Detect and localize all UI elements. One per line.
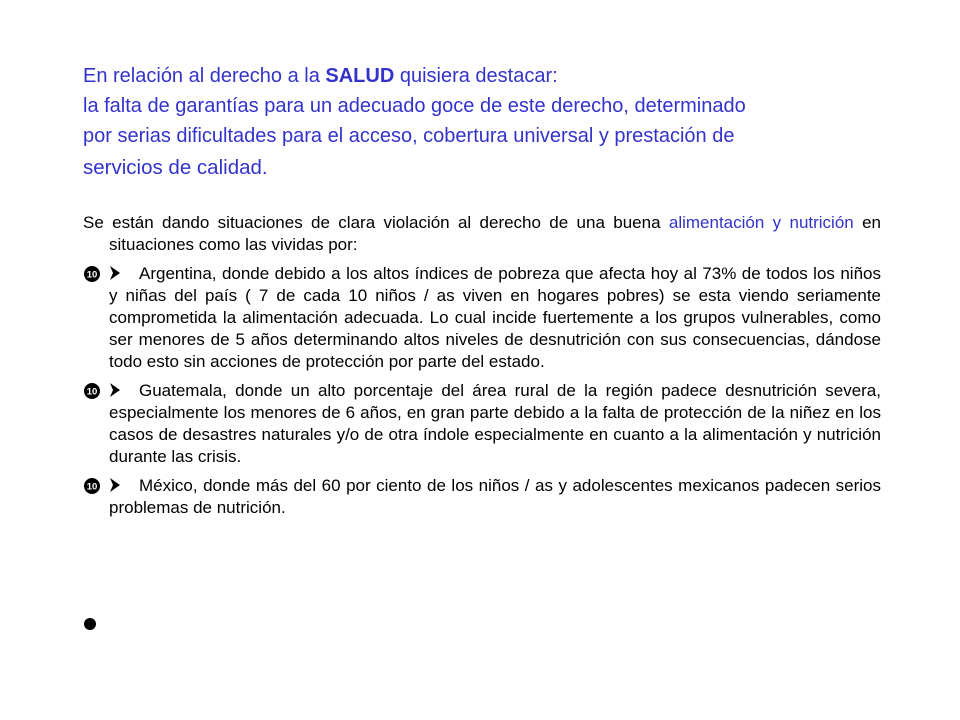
intro-post: en situaciones como las vividas por: xyxy=(109,213,881,254)
slide-body xyxy=(83,212,881,526)
title-line-1 xyxy=(83,61,873,91)
list-item xyxy=(83,475,881,519)
svg-text:10: 10 xyxy=(86,386,98,398)
slide-title xyxy=(83,61,873,185)
svg-text:10: 10 xyxy=(86,481,98,493)
circled-ten-icon xyxy=(83,382,101,400)
dot-bullet-icon xyxy=(84,618,96,630)
list-item xyxy=(83,263,881,373)
arrowhead-bullet-icon xyxy=(109,265,121,281)
title-line-3: por serias dificultades para el acceso, cobertura universal y prestación de xyxy=(83,125,735,147)
arrowhead-bullet-icon xyxy=(109,382,121,398)
title-line-4: servicios de calidad. xyxy=(83,156,268,179)
intro-paragraph xyxy=(83,212,881,256)
circled-ten-icon xyxy=(83,477,101,495)
svg-text:10: 10 xyxy=(86,269,98,281)
intro-pre: Se están dando situaciones de clara violación al derecho de una buena xyxy=(83,213,669,232)
intro-accent: alimentación y nutrición xyxy=(668,213,854,232)
title-emphasis-salud: SALUD xyxy=(325,65,395,87)
list-item-text: Guatemala, donde un alto porcentaje del área rural de la región padece desnutrición severa, especialmente los menores de 6 años, en gran parte debido a la falta de protección de la niñez en los casos de desastres naturales y/o de otra índole especialmente en cuanto a la alimentación y nutrición durante las crisis. xyxy=(109,381,881,466)
list-item-text: México, donde más del 60 por ciento de los niños / as y adolescentes mexicanos padecen serios problemas de nutrición. xyxy=(109,476,881,517)
circled-ten-icon xyxy=(83,265,101,283)
title-line-1-pre: En relación al derecho a la xyxy=(83,65,326,87)
title-line-2: la falta de garantías para un adecuado goce de este derecho, determinado xyxy=(83,95,746,117)
arrowhead-bullet-icon xyxy=(109,477,121,493)
list-item xyxy=(83,380,881,468)
title-line-1-post: quisiera destacar: xyxy=(394,65,558,87)
list-item-text: Argentina, donde debido a los altos índices de pobreza que afecta hoy al 73% de todos los niños y niñas del país ( 7 de cada 10 niños / as viven en hogares pobres) se esta viendo seriamente comprometida la alimentación adecuada. Lo cual incide fuertemente a los grupos vulnerables, como ser menores de 5 años determinando altos niveles de desnutrición con sus consecuencias, dándose todo esto sin acciones de protección por parte del estado. xyxy=(109,264,881,371)
